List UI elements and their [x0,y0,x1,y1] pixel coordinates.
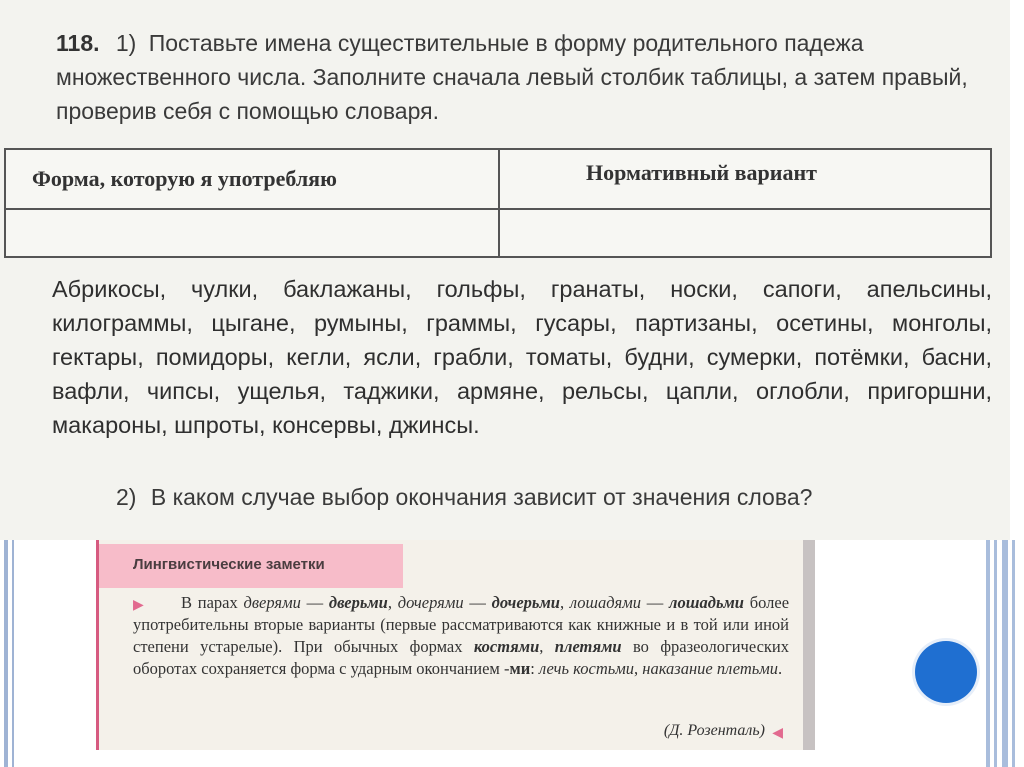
part2-text: В каком случае выбор окончания зависит от значения слова? [150,484,813,510]
word-list: Абрикосы, чулки, баклажаны, гольфы, гранаты, носки, сапоги, апельсины, килограммы, цыгане, румыны, граммы, гусары, партизаны, осетины, монголы, гектары, помидоры, кегли, ясли, грабли, томаты, будни, сумерки, потёмки, басни, вафли, чипсы, ущелья, таджики, армяне, рельсы, цапли, оглобли, пригоршни, макароны, шпроты, консервы, джинсы. [52,276,992,438]
answer-table [4,148,992,258]
notes-title-bar [99,544,403,588]
table-header-normative: Нормативный вариант [586,160,817,185]
triangle-marker-icon: ▶ [133,596,144,612]
linguistic-notes-box [96,540,803,750]
frame-line [994,540,997,767]
blue-circle-decoration [915,641,977,703]
part1-marker: 1) [115,30,137,56]
frame-line [1002,540,1008,767]
triangle-end-icon: ◀ [772,724,783,740]
frame-line [1012,540,1015,767]
part1-text: Поставьте имена существительные в форму родительного падежа множественного числа. Заполните сначала левый столбик таблицы, а затем правый, проверив себя с помощью словаря. [56,30,968,124]
notes-author: (Д. Розенталь) [663,722,765,739]
task-number: 118. [56,30,100,56]
question-2 [116,484,812,511]
slide-frame-right [984,540,1024,767]
part2-marker: 2) [116,484,137,510]
slide-frame-left [0,540,96,767]
notes-body: В парах дверями — дверьми, дочерями — дочерьми, лошадями — лошадьми более употребительны вторые варианты (первые рассматриваются как книжные и в той или иной степени устарелые). При обычных формах костями, плетями во фразеологических оборотах сохраняется форма с ударным окончанием -ми: лечь костьми, наказание плетьми. [133,593,790,678]
table-header-my-form: Форма, которую я употребляю [32,166,337,191]
frame-line [4,540,8,767]
table-divider [498,150,500,256]
frame-line [12,540,14,767]
task-paragraph [56,26,996,128]
frame-line [986,540,990,767]
page-edge [803,540,815,750]
notes-title: Лингвистические заметки [133,556,325,573]
